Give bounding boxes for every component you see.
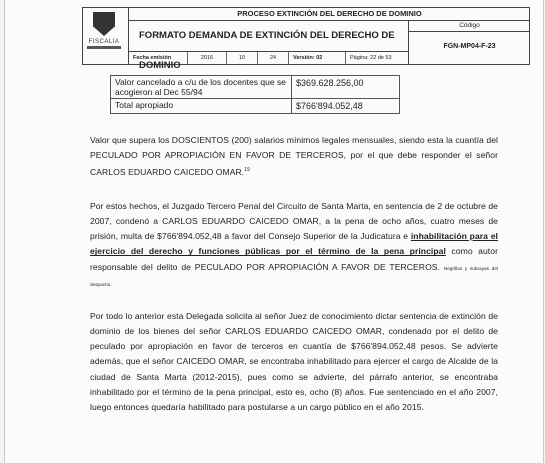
emission-row <box>128 51 408 65</box>
page-number: Página: 22 de 53 <box>350 55 392 61</box>
date-month: 10 <box>227 52 258 65</box>
document-title: FORMATO DEMANDA DE EXTINCIÓN DEL DERECHO DE DOMINIO <box>128 21 408 51</box>
date-year: 2016 <box>188 52 227 65</box>
footnote-ref: 19 <box>244 167 250 174</box>
table-row <box>111 99 400 114</box>
emphasis-note: Negrillas y subrayas del despacho. <box>90 265 498 288</box>
date-day: 24 <box>258 52 289 65</box>
paragraph-request <box>90 309 498 416</box>
table-row <box>111 76 400 99</box>
date-label: Fecha emisión <box>129 52 188 65</box>
version: Versión: 02 <box>289 52 346 65</box>
code-box <box>408 21 530 65</box>
paragraph-text: Por todo lo anterior esta Delegada solicita al señor Juez de conocimiento dictar sentencia de extinción de dominio de los bienes del señor CARLOS EDUARDO CAICEDO OMAR, condenado por el delito de peculado por apropiación en favor de terceros en cuantía de $766'894.052,48 pesos. Se advierte además, que el señor CAICEDO OMAR, se encontraba inhabilitado para ejercer el cargo de Alcalde de la ciudad de Santa Marta (2012-2015), pues como se advierte, del párrafo anterior, se encontraba inhabilitado por el término de la pena principal, esto es, ocho (8) años. Fue sentenciado en el año 2007, luego entonces quedaría habilitado para postularse a un cargo público en el año 2015. <box>90 310 498 413</box>
emphasized-text: inhabilitación para el ejercicio del derecho y funciones públicas por el término de la pena principal <box>90 231 498 257</box>
paragraph-text: Por estos hechos, el Juzgado Tercero Penal del Circuito de Santa Marta, en sentencia de 2 de octubre de 2007, condenó a CARLOS EDUARDO CAICEDO OMAR, a la pena de ocho años, cuatro meses de prisión, multa de $766'894.052,48 a favor del Consejo Superior de la Judicatura e <box>90 200 498 242</box>
paragraph-sentence <box>90 199 498 293</box>
amount-value: $369.628.256,00 <box>292 76 400 99</box>
amount-label: Total apropiado <box>111 99 292 114</box>
amount-label: Valor cancelado a c/u de los docentes que se acogieron al Dec 55/94 <box>111 76 292 99</box>
amount-table <box>110 75 400 114</box>
code-value: FGN-MP04-F-23 <box>443 43 496 50</box>
paragraph-cuantia <box>90 133 498 181</box>
process-title: PROCESO EXTINCIÓN DEL DERECHO DE DOMINIO <box>128 7 530 21</box>
logo-text: FISCALIA <box>88 39 120 45</box>
amount-value: $766'894.052,48 <box>292 99 400 114</box>
paragraph-text: Valor que supera los DOSCIENTOS (200) salarios mínimos legales mensuales, siendo esta la cuantía del PECULADO POR APROPIACIÓN EN FAVOR DE TERCEROS, por el que debe responder el señor CARLOS EDUARDO CAICEDO OMAR. <box>90 134 498 178</box>
paragraph-text: como autor responsable del delito de PECULADO POR APROPIACIÓN A FAVOR DE TERCEROS. <box>90 246 498 272</box>
code-label: Código <box>409 21 530 32</box>
